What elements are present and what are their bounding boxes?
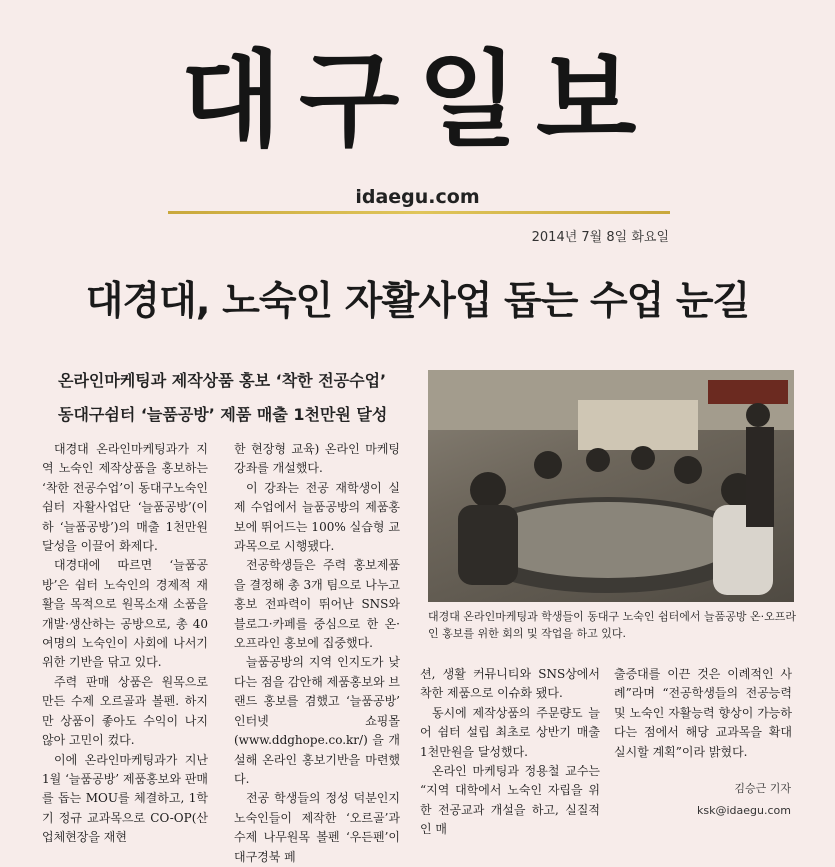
byline — [697, 778, 791, 822]
article-photo — [428, 370, 794, 602]
paragraph: 이 강좌는 전공 재학생이 실제 수업에서 늘품공방의 제품홍보에 뛰어드는 100% 실습형 교과목으로 시행됐다. — [234, 480, 400, 554]
article-column-2 — [234, 440, 400, 867]
article-column-3 — [420, 665, 600, 840]
subheadline-1: 온라인마케팅과 제작상품 홍보 ‘착한 전공수업’ — [58, 371, 387, 390]
subheadline-2: 동대구쉼터 ‘늘품공방’ 제품 매출 1천만원 달성 — [58, 405, 388, 424]
paragraph: 대경대 온라인마케팅과가 지역 노숙인 제작상품을 홍보하는 ‘착한 전공수업’이 동대구노숙인쉼터 자활사업단 ‘늘품공방’(이하 ‘늘품공방’)의 매출 1천만원 달성을 이끌어 화제다. — [42, 442, 208, 554]
meeting-photo-illustration — [428, 370, 794, 602]
article-column-1 — [42, 440, 208, 848]
headline: 대경대, 노숙인 자활사업 돕는 수업 눈길 — [85, 279, 750, 324]
paragraph: 동시에 제작상품의 주문량도 늘어 쉼터 설립 최초로 상반기 매출 1천만원을 달성했다. — [420, 705, 600, 759]
paragraph: 주력 판매 상품은 원목으로 만든 수제 오르골과 볼펜. 하지만 상품이 좋아도 수익이 나지 않아 고민이 컸다. — [42, 674, 208, 748]
reporter-name: 김승근 기자 — [734, 782, 791, 795]
article-column-4 — [614, 665, 792, 762]
site-url: idaegu.com — [355, 186, 480, 208]
paragraph: 늘품공방의 지역 인지도가 낮다는 점을 감안해 제품홍보와 브랜드 홍보를 겸했고 ‘늘품공방’ 인터넷 쇼핑몰(www.ddghope.co.kr/) 을 개설해 온라인 홍보기반을 마련했다. — [234, 655, 400, 786]
issue-date: 2014년 7월 8일 화요일 — [531, 230, 669, 245]
paragraph: 출증대를 이끈 것은 이례적인 사례”라며 “전공학생들의 전공능력 및 노숙인 자활능력 향상이 가능하다는 점에서 해당 교과목을 확대 실시할 계획”이라 밝혔다. — [614, 667, 792, 759]
reporter-email: ksk@idaegu.com — [697, 804, 791, 817]
photo-caption: 대경대 온라인마케팅과 학생들이 동대구 노숙인 쉼터에서 늘품공방 온·오프라인 홍보를 위한 회의 및 작업을 하고 있다. — [428, 610, 797, 640]
paragraph: 전공 학생들의 정성 덕분인지 노숙인들이 제작한 ‘오르골’과 수제 나무원목 볼펜 ‘우든펜’이 대구경북 페 — [234, 791, 400, 864]
paragraph: 온라인 마케팅과 정용철 교수는 “지역 대학에서 노숙인 자립을 위한 전공교과 개설을 하고, 실질적인 매 — [420, 764, 600, 837]
masthead-title: 대구일보 — [180, 39, 655, 161]
paragraph: 대경대에 따르면 ‘늘품공방’은 쉼터 노숙인의 경제적 재활을 목적으로 원목소재 소품을 개발·생산하는 공방으로, 총 40여명의 노숙인이 사회에 나서기 위한 기반을 닦고 있다. — [42, 558, 208, 670]
paragraph: 한 현장형 교육) 온라인 마케팅 강좌를 개설했다. — [234, 442, 400, 476]
paragraph: 전공학생들은 주력 홍보제품을 결정해 총 3개 팀으로 나누고 홍보 전파력이 뛰어난 SNS와 블로그·카페를 중심으로 한 온·오프라인 홍보에 집중했다. — [234, 558, 400, 651]
gold-rule — [168, 211, 670, 214]
paragraph: 션, 생활 커뮤니티와 SNS상에서 착한 제품으로 이슈화 됐다. — [420, 667, 600, 701]
paragraph: 이에 온라인마케팅과가 지난 1월 ‘늘품공방’ 제품홍보와 판매를 돕는 MOU를 체결하고, 1학기 정규 교과목으로 CO-OP(산업체현장을 재현 — [42, 752, 208, 845]
